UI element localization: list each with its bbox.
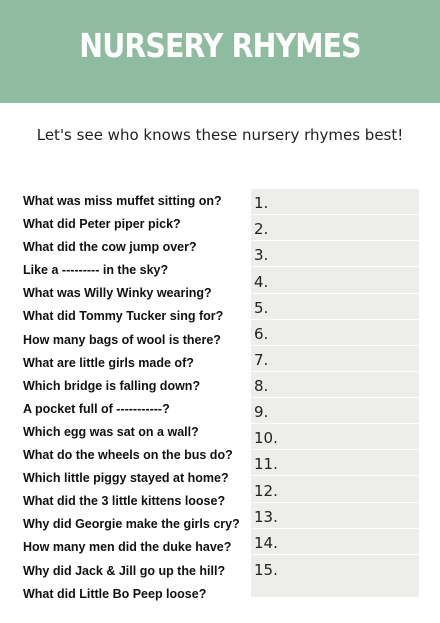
answer-number: 2.: [254, 220, 269, 239]
question-item: Which little piggy stayed at home?: [23, 471, 229, 486]
answer-line[interactable]: [251, 294, 419, 320]
answer-number: 7.: [254, 350, 269, 369]
answer-number: 10.: [254, 429, 278, 448]
question-item: How many bags of wool is there?: [23, 332, 221, 347]
question-item: What are little girls made of?: [23, 355, 194, 370]
question-item: Why did Georgie make the girls cry?: [23, 517, 240, 532]
question-item: What did Little Bo Peep loose?: [23, 586, 207, 601]
answer-number: 5.: [254, 298, 269, 317]
question-item: Which bridge is falling down?: [23, 378, 201, 393]
question-item: Which egg was sat on a wall?: [23, 424, 199, 439]
answer-line[interactable]: [251, 424, 419, 450]
question-list: [23, 190, 253, 606]
answer-line[interactable]: [251, 346, 419, 372]
answer-line[interactable]: [251, 267, 419, 293]
question-item: What was miss muffet sitting on?: [23, 194, 222, 208]
answer-box: [251, 189, 419, 597]
answer-number: 1.: [254, 194, 269, 213]
question-item: What did the 3 little kittens loose?: [23, 494, 226, 509]
question-item: Like a --------- in the sky?: [23, 263, 169, 278]
question-item: How many men did the duke have?: [23, 540, 232, 555]
question-item: What do the wheels on the bus do?: [23, 448, 233, 463]
answer-line[interactable]: [251, 215, 419, 241]
answer-line[interactable]: [251, 372, 419, 398]
question-item: What was Willy Winky wearing?: [23, 286, 212, 301]
answer-line[interactable]: [251, 450, 419, 476]
answer-line[interactable]: [251, 189, 419, 215]
question-item: What did Tommy Tucker sing for?: [23, 309, 224, 324]
answer-line[interactable]: [251, 555, 419, 581]
answer-number: 13.: [254, 507, 278, 526]
answer-number: 3.: [254, 246, 269, 265]
answer-number: 14.: [254, 533, 278, 552]
answer-line[interactable]: [251, 476, 419, 502]
question-item: What did the cow jump over?: [23, 240, 197, 255]
answer-line[interactable]: [251, 241, 419, 267]
answer-line[interactable]: [251, 398, 419, 424]
answer-number: 9.: [254, 403, 269, 422]
question-item: Why did Jack & Jill go up the hill?: [23, 563, 226, 578]
answer-line[interactable]: [251, 529, 419, 555]
question-item: What did Peter piper pick?: [23, 217, 181, 232]
question-item: A pocket full of -----------?: [23, 401, 170, 416]
answer-number: 6.: [254, 324, 269, 343]
answer-number: 12.: [254, 481, 278, 500]
page-title: NURSERY RHYMES: [79, 26, 361, 65]
answer-line[interactable]: [251, 503, 419, 529]
answer-number: 15.: [254, 560, 278, 579]
answer-number: 8.: [254, 377, 269, 395]
subtitle: Let's see who knows these nursery rhymes best!: [36, 126, 404, 144]
answer-number: 11.: [254, 455, 278, 474]
answer-line[interactable]: [251, 320, 419, 346]
header-banner: [0, 0, 440, 103]
answer-number: 4.: [254, 272, 269, 291]
